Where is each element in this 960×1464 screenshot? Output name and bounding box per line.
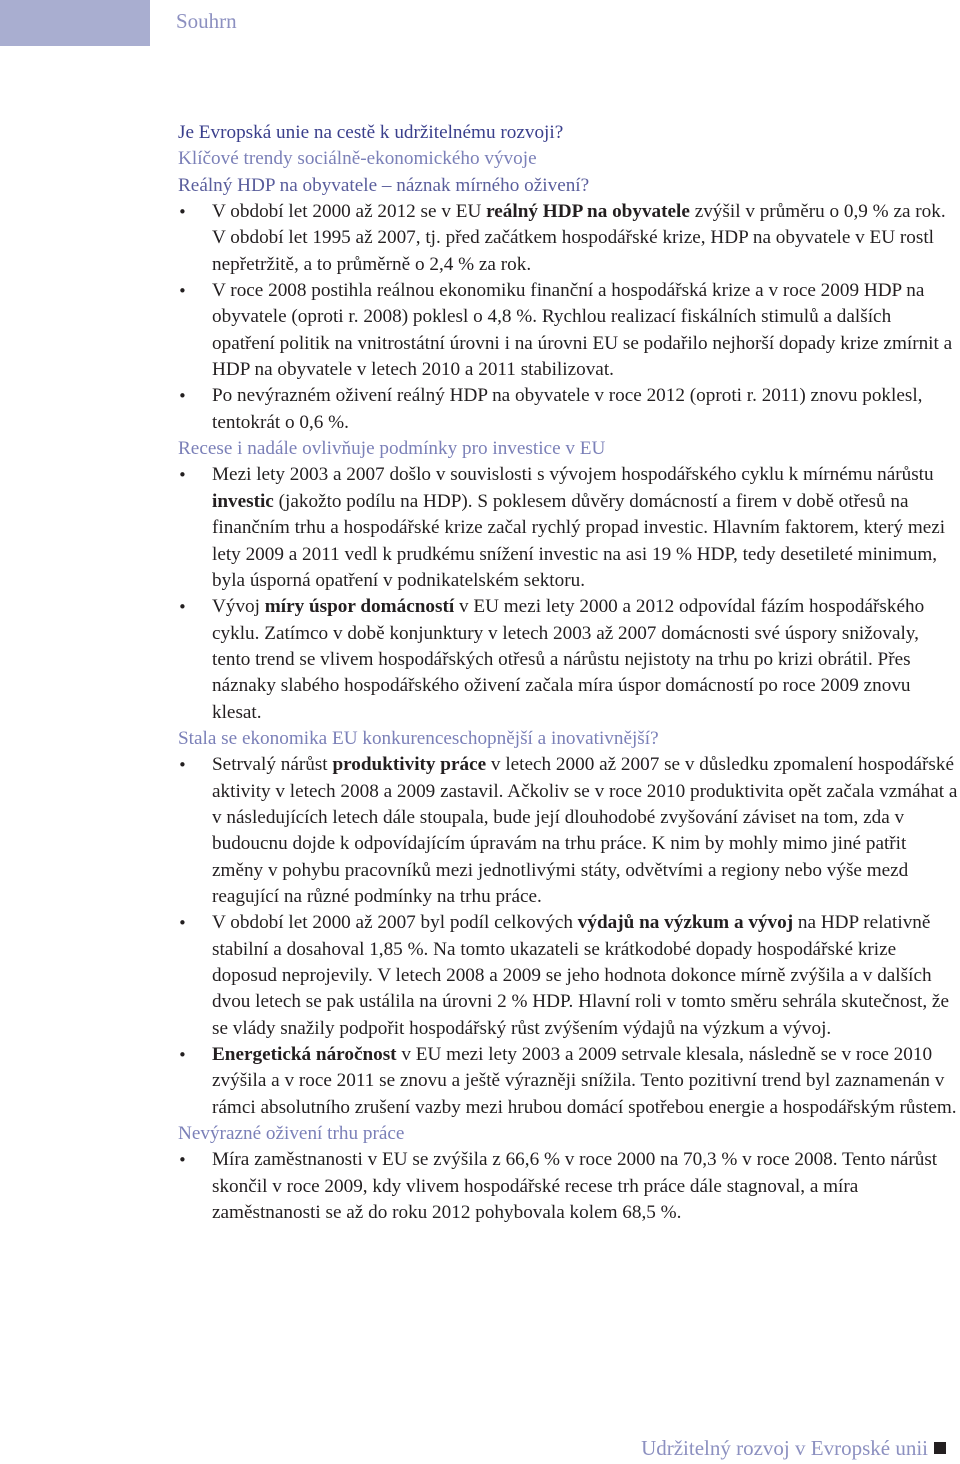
bullet-icon: • <box>178 466 187 485</box>
page-footer <box>641 1436 946 1461</box>
section-heading-investment: Recese i nadále ovlivňuje podmínky pro investice v EU <box>178 438 606 460</box>
bullet-icon: • <box>178 756 187 775</box>
list-item: • Vývoj míry úspor domácností v EU mezi lety 2000 a 2012 odpovídal fázím hospodářského cyklu. Zatímco v době konjunktury v letech 2003 až 2007 domácnosti své úspory snižovaly, tento trend se vlivem hospodářských otřesů a nárůstu nejistoty na trhu po krizi obrátil. Přes náznaky slabého hospodářského oživení začala míra úspor domácností po roce 2009 znovu klesat. <box>178 596 925 723</box>
footer-title: Udržitelný rozvoj v Evropské unii <box>641 1436 928 1460</box>
header-band <box>0 0 150 46</box>
list-item: • Mezi lety 2003 a 2007 došlo v souvislosti s vývojem hospodářského cyklu k mírnému nárůstu investic (jakožto podílu na HDP). S poklesem důvěry domácností a firem v době otřesů na finančním trhu a hospodářské krize začal rychlý propad investic. Hlavním faktorem, který mezi lety 2009 a 2011 vedl k prudkému snížení investic na asi 19 % HDP, tedy desetileté minimum, byla úsporná opatření v podnikatelském sektoru. <box>178 464 946 591</box>
document-subtitle: Klíčové trendy sociálně-ekonomického vývoje <box>178 148 537 170</box>
list-item: • Energetická náročnost v EU mezi lety 2003 a 2009 setrvale klesala, následně se v roce 2010 zvýšila a v roce 2011 se znovu a ještě výrazněji snížila. Tento pozitivní trend byl zaznamenán v rámci absolutního zrušení vazby mezi hrubou domácí spotřebou energie a hospodářským růstem. <box>178 1044 957 1118</box>
bullet-icon: • <box>178 1151 187 1170</box>
topic-heading-gdp: Reálný HDP na obyvatele – náznak mírného oživení? <box>178 174 590 196</box>
bullet-icon: • <box>178 282 187 301</box>
list-item: • Míra zaměstnanosti v EU se zvýšila z 66,6 % v roce 2000 na 70,3 % v roce 2008. Tento nárůst skončil v roce 2009, kdy vlivem hospodářské recese trh práce dále stagnoval, a míra zaměstnanosti se až do roku 2012 pohybovala kolem 68,5 %. <box>178 1149 938 1224</box>
bullet-icon: • <box>178 598 187 617</box>
list-item: • V roce 2008 postihla reálnou ekonomiku finanční a hospodářská krize a v roce 2009 HDP na obyvatele (oproti r. 2008) poklesl o 4,8 %. Rychlou realizací fiskálních stimulů a dalších opatření politik na vnitrostátní úrovni i na úrovni EU se podařilo nejhorší dopady krize zmírnit a HDP na obyvatele v letech 2010 a 2011 stabilizovat. <box>178 280 953 381</box>
document-title: Je Evropská unie na cestě k udržitelnému rozvoji? <box>178 122 564 143</box>
bullet-icon: • <box>178 387 187 406</box>
bullet-icon: • <box>178 914 187 933</box>
bullet-icon: • <box>178 1046 187 1065</box>
section-label: Souhrn <box>176 9 237 33</box>
list-item: • Po nevýrazném oživení reálný HDP na obyvatele v roce 2012 (oproti r. 2011) znovu poklesl, tentokrát o 0,6 %. <box>178 385 923 433</box>
section-heading-competitiveness: Stala se ekonomika EU konkurenceschopnější a inovativnější? <box>178 727 659 749</box>
list-item: • V období let 2000 až 2012 se v EU reálný HDP na obyvatele zvýšil v průměru o 0,9 % za rok. V období let 1995 až 2007, tj. před začátkem hospodářské krize, HDP na obyvatele v EU rostl nepřetržitě, a to průměrně o 2,4 % za rok. <box>178 201 946 275</box>
document-body <box>178 120 958 1226</box>
section-heading-labour: Nevýrazné oživení trhu práce <box>178 1123 405 1145</box>
square-icon <box>934 1442 946 1454</box>
bullet-icon: • <box>178 203 187 222</box>
list-item: • Setrvalý nárůst produktivity práce v letech 2000 až 2007 se v důsledku zpomalení hospodářské aktivity v letech 2008 a 2009 zastavil. Ačkoliv se v roce 2010 produktivita opět začala vzmáhat a v následujících letech dále stoupala, bude její dlouhodobé zvyšování záviset na tom, zda v budoucnu dojde k odpovídajícím úpravám na trhu práce. K nim by mohly mimo jiné patřit změny v pohybu pracovníků mezi jednotlivými státy, odvětvími a regiony nebo výše mezd reagující na různé podmínky na trhu práce. <box>178 754 958 907</box>
list-item: • V období let 2000 až 2007 byl podíl celkových výdajů na výzkum a vývoj na HDP relativně stabilní a dosahoval 1,85 %. Na tomto ukazateli se krátkodobé dopady hospodářské krize doposud neprojevily. V letech 2008 a 2009 se jeho hodnota dokonce mírně zvýšila a v dalších dvou letech se pak ustálila na úrovni 2 % HDP. Hlavní roli v tomto směru sehrála skutečnost, že se vlády snažily podpořit hospodářský růst zvýšením výdajů na výzkum a vývoj. <box>178 912 949 1039</box>
